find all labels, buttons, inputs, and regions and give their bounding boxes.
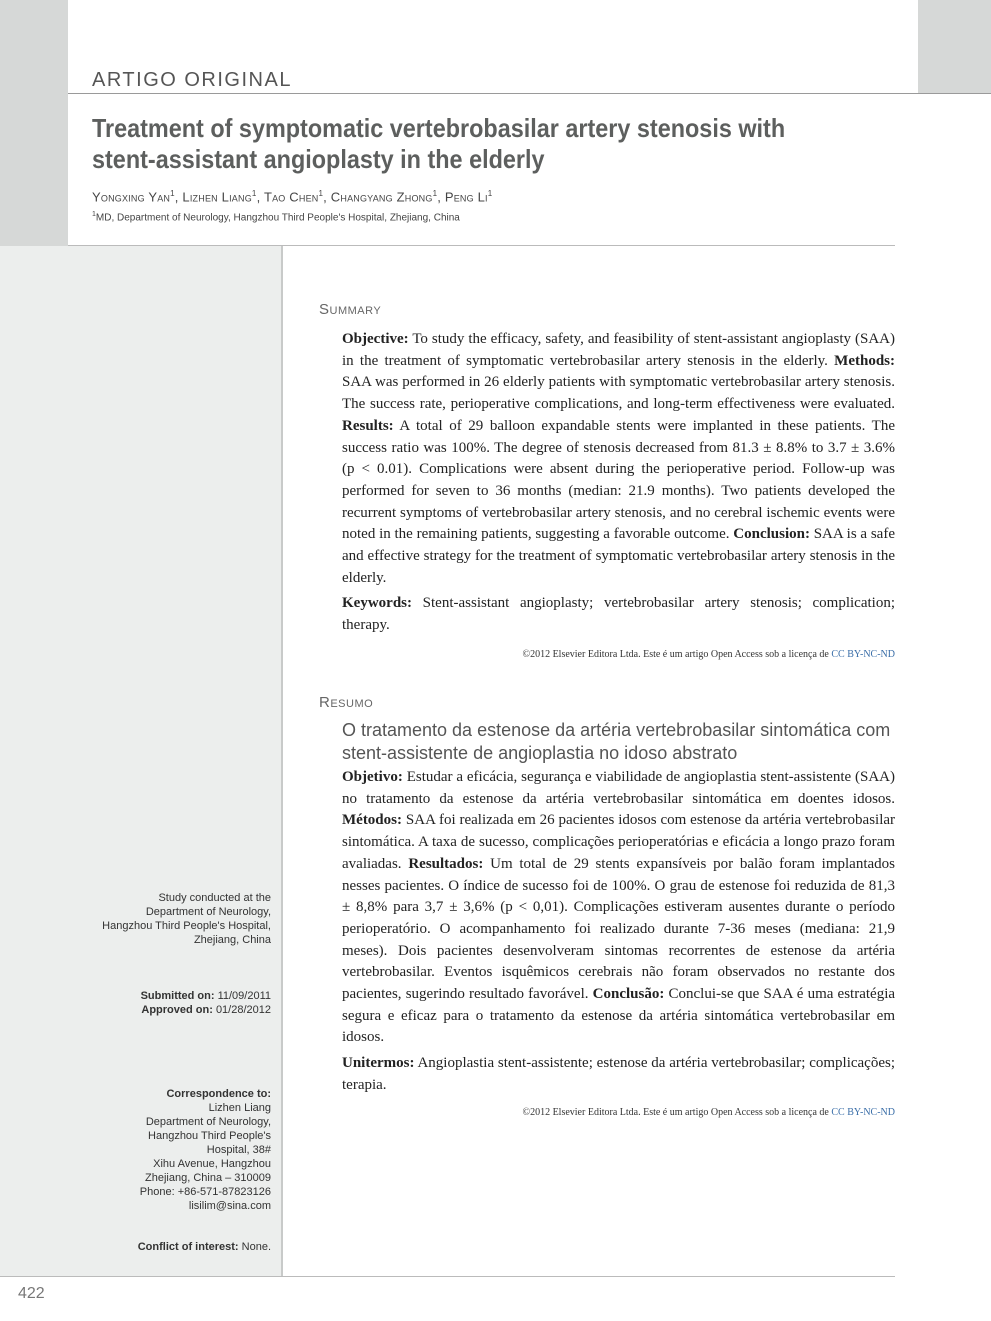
header-rule [68,93,991,94]
license-link[interactable]: CC BY-NC-ND [831,1107,895,1118]
submission-dates: Submitted on: 11/09/2011 Approved on: 01/28/2012 [140,990,271,1016]
left-margin-band [0,94,68,246]
summary-abstract: Objective: To study the efficacy, safety, and feasibility of stent-assistant angioplasty (SAA) in the treatment of symptomatic vertebrobasilar artery stenosis in the elderly. Methods: SAA was performed in 26 elderly patients with symptomatic vertebrobasilar artery stenosis. The success rate, perioperative complications, and long-term effectiveness were evaluated. Results: A total of 29 balloon expandable stents were implanted in these patients. The success ratio was 100%. The degree of stenosis decreased from 81.3 ± 8.8% to 3.7 ± 3.6% (p < 0.01). Complications were absent during the perioperative period. Follow-up was performed for seven to 36 months (median: 21.9 months). Two patients developed the recurrent symptoms of vertebrobasilar artery stenosis, and no cerebral ischemic events were noted in the remaining patients, suggesting a favorable outcome. Conclusion: SAA is a safe and effective strategy for the treatment of symptomatic vertebrobasilar artery stenosis in the elderly. [342,331,895,586]
license-link[interactable]: CC BY-NC-ND [831,649,895,660]
copyright-notice: ©2012 Elsevier Editora Ltda. Este é um artigo Open Access sob a licença de CC BY-NC-ND [522,1107,895,1118]
conflict-of-interest: Conflict of interest: None. [137,1241,271,1253]
header-right-band [918,0,991,94]
affiliation: $^1$MD, Department of Neurology, Hangzhou Third People's Hospital, Zhejiang, China [92,211,460,224]
header-left-band [0,0,68,94]
sidebar-divider [281,246,283,1276]
correspondence: Correspondence to: Lizhen Liang Department of Neurology, Hangzhou Third People's Hospital, 38# Xihu Avenue, Hangzhou Zhejiang, China – 310009 Phone: +86-571-87823126 lisilim@sina.com [71,1087,271,1213]
keywords: Keywords: Stent-assistant angioplasty; vertebrobasilar artery stenosis; complication; therapy. [342,595,895,633]
resumo-title: O tratamento da estenose da artéria vertebrobasilar sintomática com stent-assistente de angioplastia no idoso abstrato [342,720,891,763]
author: Lizhen Liang [182,189,252,205]
section-label: ARTIGO ORIGINAL [92,69,292,91]
author: Changyang Zhong [330,189,433,205]
author: Yongxing Yan [92,189,171,205]
summary-heading: Summary [319,301,382,318]
article-title: Treatment of symptomatic vertebrobasilar artery stenosis with stent-assistant angioplasty in the elderly [92,113,786,174]
email-link[interactable]: lisilim@sina.com [188,1200,271,1212]
study-location: Study conducted at the Department of Neurology, Hangzhou Third People's Hospital, Zhejiang, China [102,892,271,946]
unitermos: Unitermos: Angioplastia stent-assistente; estenose da artéria vertebrobasilar; complicações; terapia. [342,1055,895,1093]
page-number: 422 [18,1285,45,1302]
author: Peng Li [444,189,488,205]
title-rule [68,245,895,246]
copyright-notice: ©2012 Elsevier Editora Ltda. Este é um artigo Open Access sob a licença de CC BY-NC-ND [522,649,895,660]
resumo-heading: Resumo [319,694,374,711]
footer-rule [0,1276,895,1277]
author: Tao Chen [263,189,319,205]
author-list: Yongxing Yan$^1$, Lizhen Liang$^1$, Tao Chen$^1$, Changyang Zhong$^1$, Peng Li$^1$ [92,189,493,205]
resumo-abstract: Objetivo: Estudar a eficácia, segurança e viabilidade de angioplastia stent-assistente (SAA) no tratamento da estenose da artéria vertebrobasilar sintomática em doentes idosos. Métodos: SAA foi realizada em 26 pacientes idosos com estenose da artéria vertebrobasilar sintomática. A taxa de sucesso, complicações perioperatórias e eficácia a longo prazo foram avaliadas. Resultados: Um total de 29 stents expansíveis por balão foram implantados nesses pacientes. O índice de sucesso foi de 100%. O grau de estenose foi reduzida de 81,3 ± 8,8% para 3,7 ± 3,6% (p < 0,01). Complicações estiveram ausentes durante o período perioperatório. O acompanhamento foi realizado durante 7-36 meses (mediana: 21,9 meses). Dois pacientes desenvolveram sintomas recorrentes de estenose da artéria vertebrobasilar. Eventos isquêmicos cerebrais não foram observados no restante dos pacientes, sugerindo resultado favorável. Conclusão: Conclui-se que SAA é uma estratégia segura e eficaz para o tratamento da estenose da artéria sintomática vertebrobasilar em idosos. [342,769,896,1046]
